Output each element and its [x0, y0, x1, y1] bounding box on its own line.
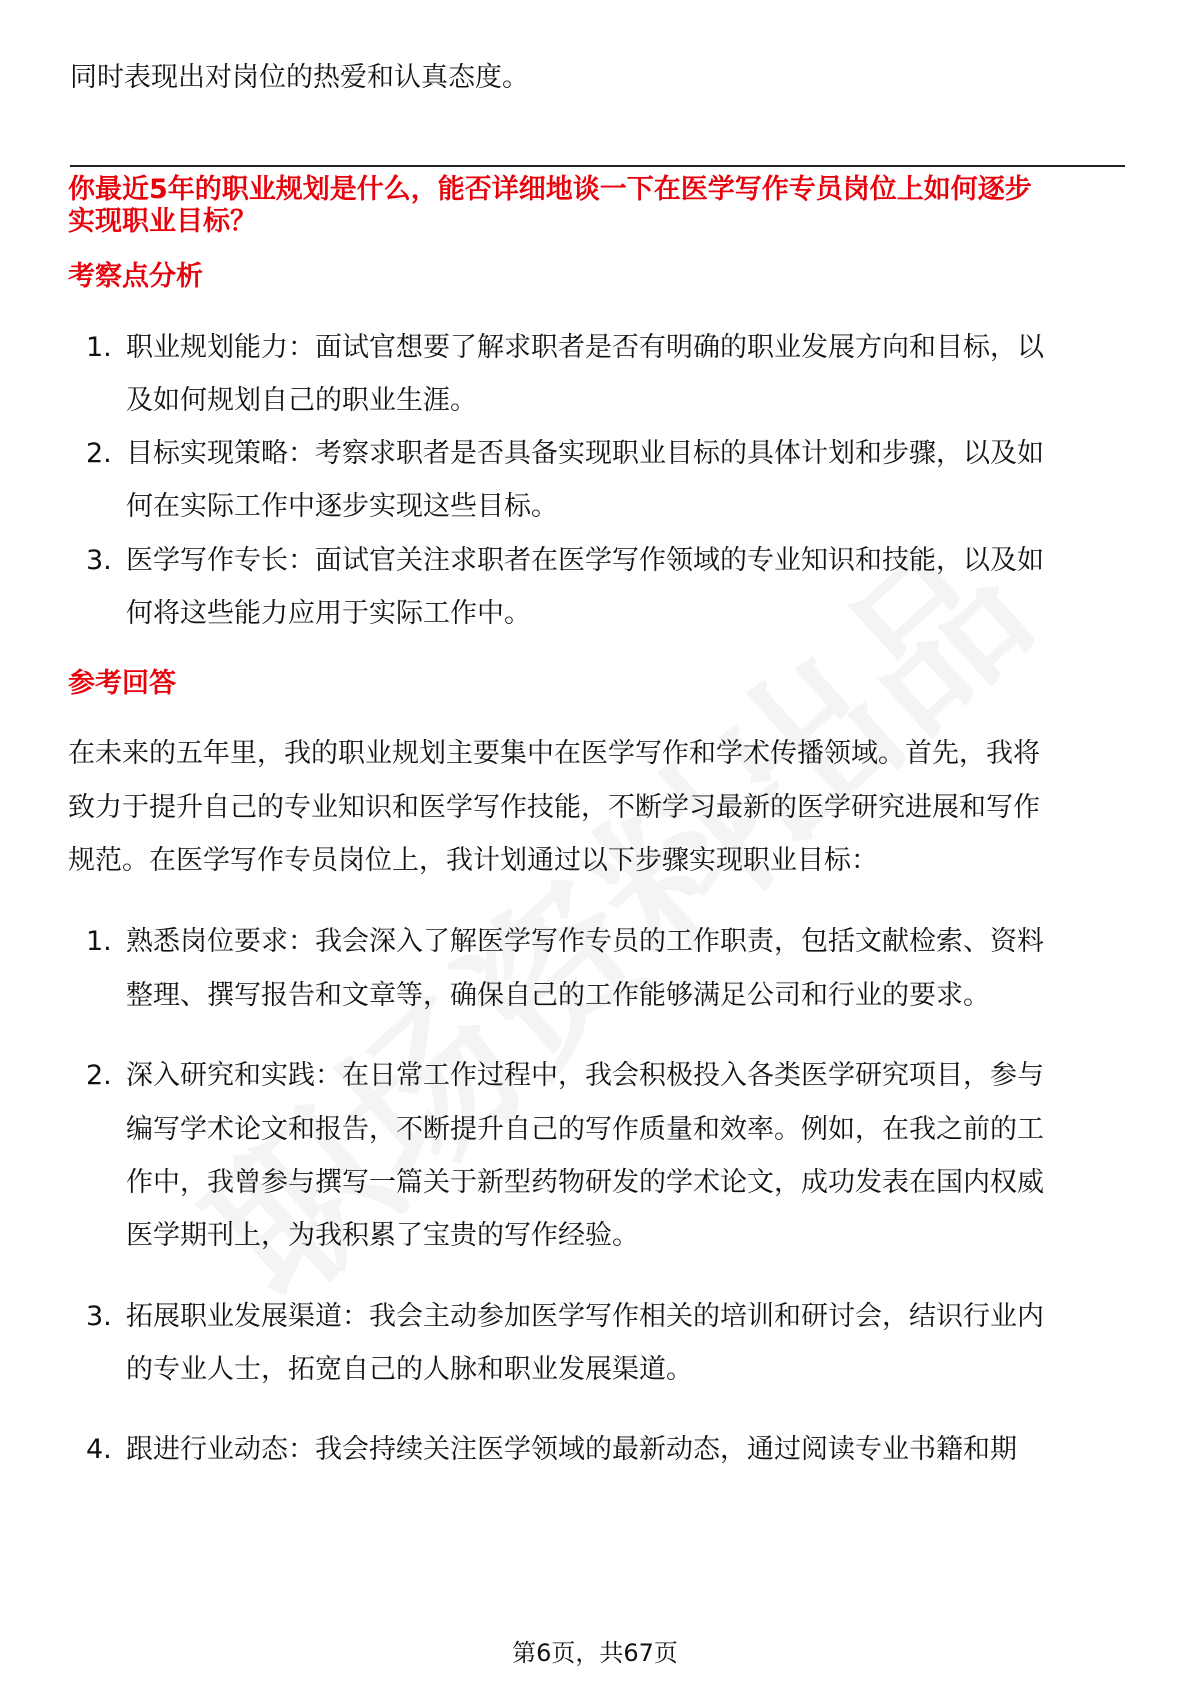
analysis-item-3-number: 3. [86, 545, 112, 576]
answer-item-2-number: 2. [86, 1060, 112, 1091]
section-divider [70, 165, 1125, 167]
analysis-item-3-line-1: 医学写作专长：面试官关注求职者在医学写作领域的专业知识和技能，以及如 [126, 545, 1044, 576]
answer-item-4-line-1: 跟进行业动态：我会持续关注医学领域的最新动态，通过阅读专业书籍和期 [126, 1434, 1017, 1465]
answer-item-1-line-1: 熟悉岗位要求：我会深入了解医学写作专员的工作职责，包括文献检索、资料 [126, 926, 1044, 957]
answer-item-2-line-1: 深入研究和实践：在日常工作过程中，我会积极投入各类医学研究项目，参与 [126, 1060, 1044, 1091]
answer-item-2-line-2: 编写学术论文和报告，不断提升自己的写作质量和效率。例如，在我之前的工 [126, 1114, 1044, 1145]
analysis-item-1-line-2: 及如何规划自己的职业生涯。 [126, 385, 477, 416]
analysis-item-2-line-1: 目标实现策略：考察求职者是否具备实现职业目标的具体计划和步骤，以及如 [126, 438, 1044, 469]
question-line-2: 实现职业目标？ [68, 206, 257, 237]
answer-item-2-line-4: 医学期刊上，为我积累了宝贵的写作经验。 [126, 1220, 639, 1251]
analysis-item-1-number: 1. [86, 332, 112, 363]
answer-intro-line-1: 在未来的五年里，我的职业规划主要集中在医学写作和学术传播领域。首先，我将 [68, 738, 1040, 769]
analysis-item-3-line-2: 何将这些能力应用于实际工作中。 [126, 598, 531, 629]
intro-tail-text: 同时表现出对岗位的热爱和认真态度。 [70, 62, 529, 93]
answer-item-3-number: 3. [86, 1301, 112, 1332]
answer-item-1-line-2: 整理、撰写报告和文章等，确保自己的工作能够满足公司和行业的要求。 [126, 980, 990, 1011]
answer-intro-line-2: 致力于提升自己的专业知识和医学写作技能，不断学习最新的医学研究进展和写作 [68, 792, 1040, 823]
answer-intro-line-3: 规范。在医学写作专员岗位上，我计划通过以下步骤实现职业目标： [68, 845, 878, 876]
answer-item-4-number: 4. [86, 1434, 112, 1465]
analysis-item-2-number: 2. [86, 438, 112, 469]
analysis-item-2-line-2: 何在实际工作中逐步实现这些目标。 [126, 491, 558, 522]
analysis-item-1-line-1: 职业规划能力：面试官想要了解求职者是否有明确的职业发展方向和目标，以 [126, 332, 1044, 363]
page-footer: 第6页，共67页 [512, 1639, 678, 1667]
analysis-heading: 考察点分析 [68, 261, 203, 292]
question-line-1: 你最近5年的职业规划是什么，能否详细地谈一下在医学写作专员岗位上如何逐步 [68, 174, 1032, 205]
answer-item-3-line-1: 拓展职业发展渠道：我会主动参加医学写作相关的培训和研讨会，结识行业内 [126, 1301, 1044, 1332]
answer-item-2-line-3: 作中，我曾参与撰写一篇关于新型药物研发的学术论文，成功发表在国内权威 [126, 1167, 1044, 1198]
answer-item-1-number: 1. [86, 926, 112, 957]
answer-heading: 参考回答 [68, 668, 176, 699]
answer-item-3-line-2: 的专业人士，拓宽自己的人脉和职业发展渠道。 [126, 1354, 693, 1385]
